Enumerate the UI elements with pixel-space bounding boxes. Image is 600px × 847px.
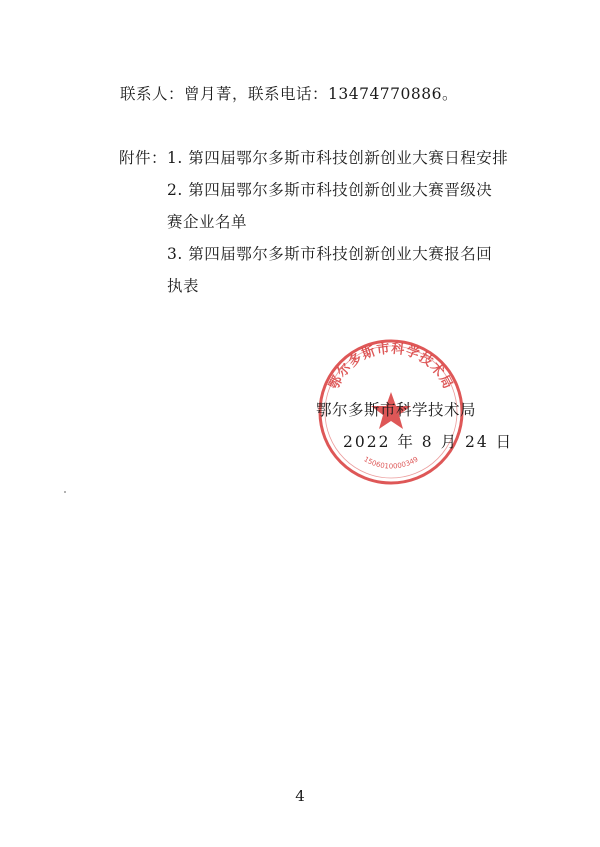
attachment-3-line-1: 3. 第四届鄂尔多斯市科技创新创业大赛报名回	[167, 245, 493, 263]
page-number: 4	[295, 787, 305, 805]
svg-text:1506010000349: 1506010000349	[362, 455, 420, 471]
svg-text:鄂尔多斯市科学技术局: 鄂尔多斯市科学技术局	[326, 341, 456, 393]
attachment-2-line-2: 赛企业名单	[167, 213, 248, 231]
attachment-2-line-1: 2. 第四届鄂尔多斯市科技创新创业大赛晋级决	[167, 181, 493, 199]
attachments-label: 附件：	[119, 149, 168, 167]
scan-speck	[64, 491, 66, 493]
attachment-3-line-2: 执表	[167, 277, 200, 295]
issuer-signature: 鄂尔多斯市科学技术局	[316, 401, 477, 419]
issue-date: 2022 年 8 月 24 日	[343, 433, 514, 451]
contact-line: 联系人：曾月菁，联系电话：13474770886。	[120, 85, 458, 103]
attachment-1-line-1: 1. 第四届鄂尔多斯市科技创新创业大赛日程安排	[167, 149, 509, 167]
